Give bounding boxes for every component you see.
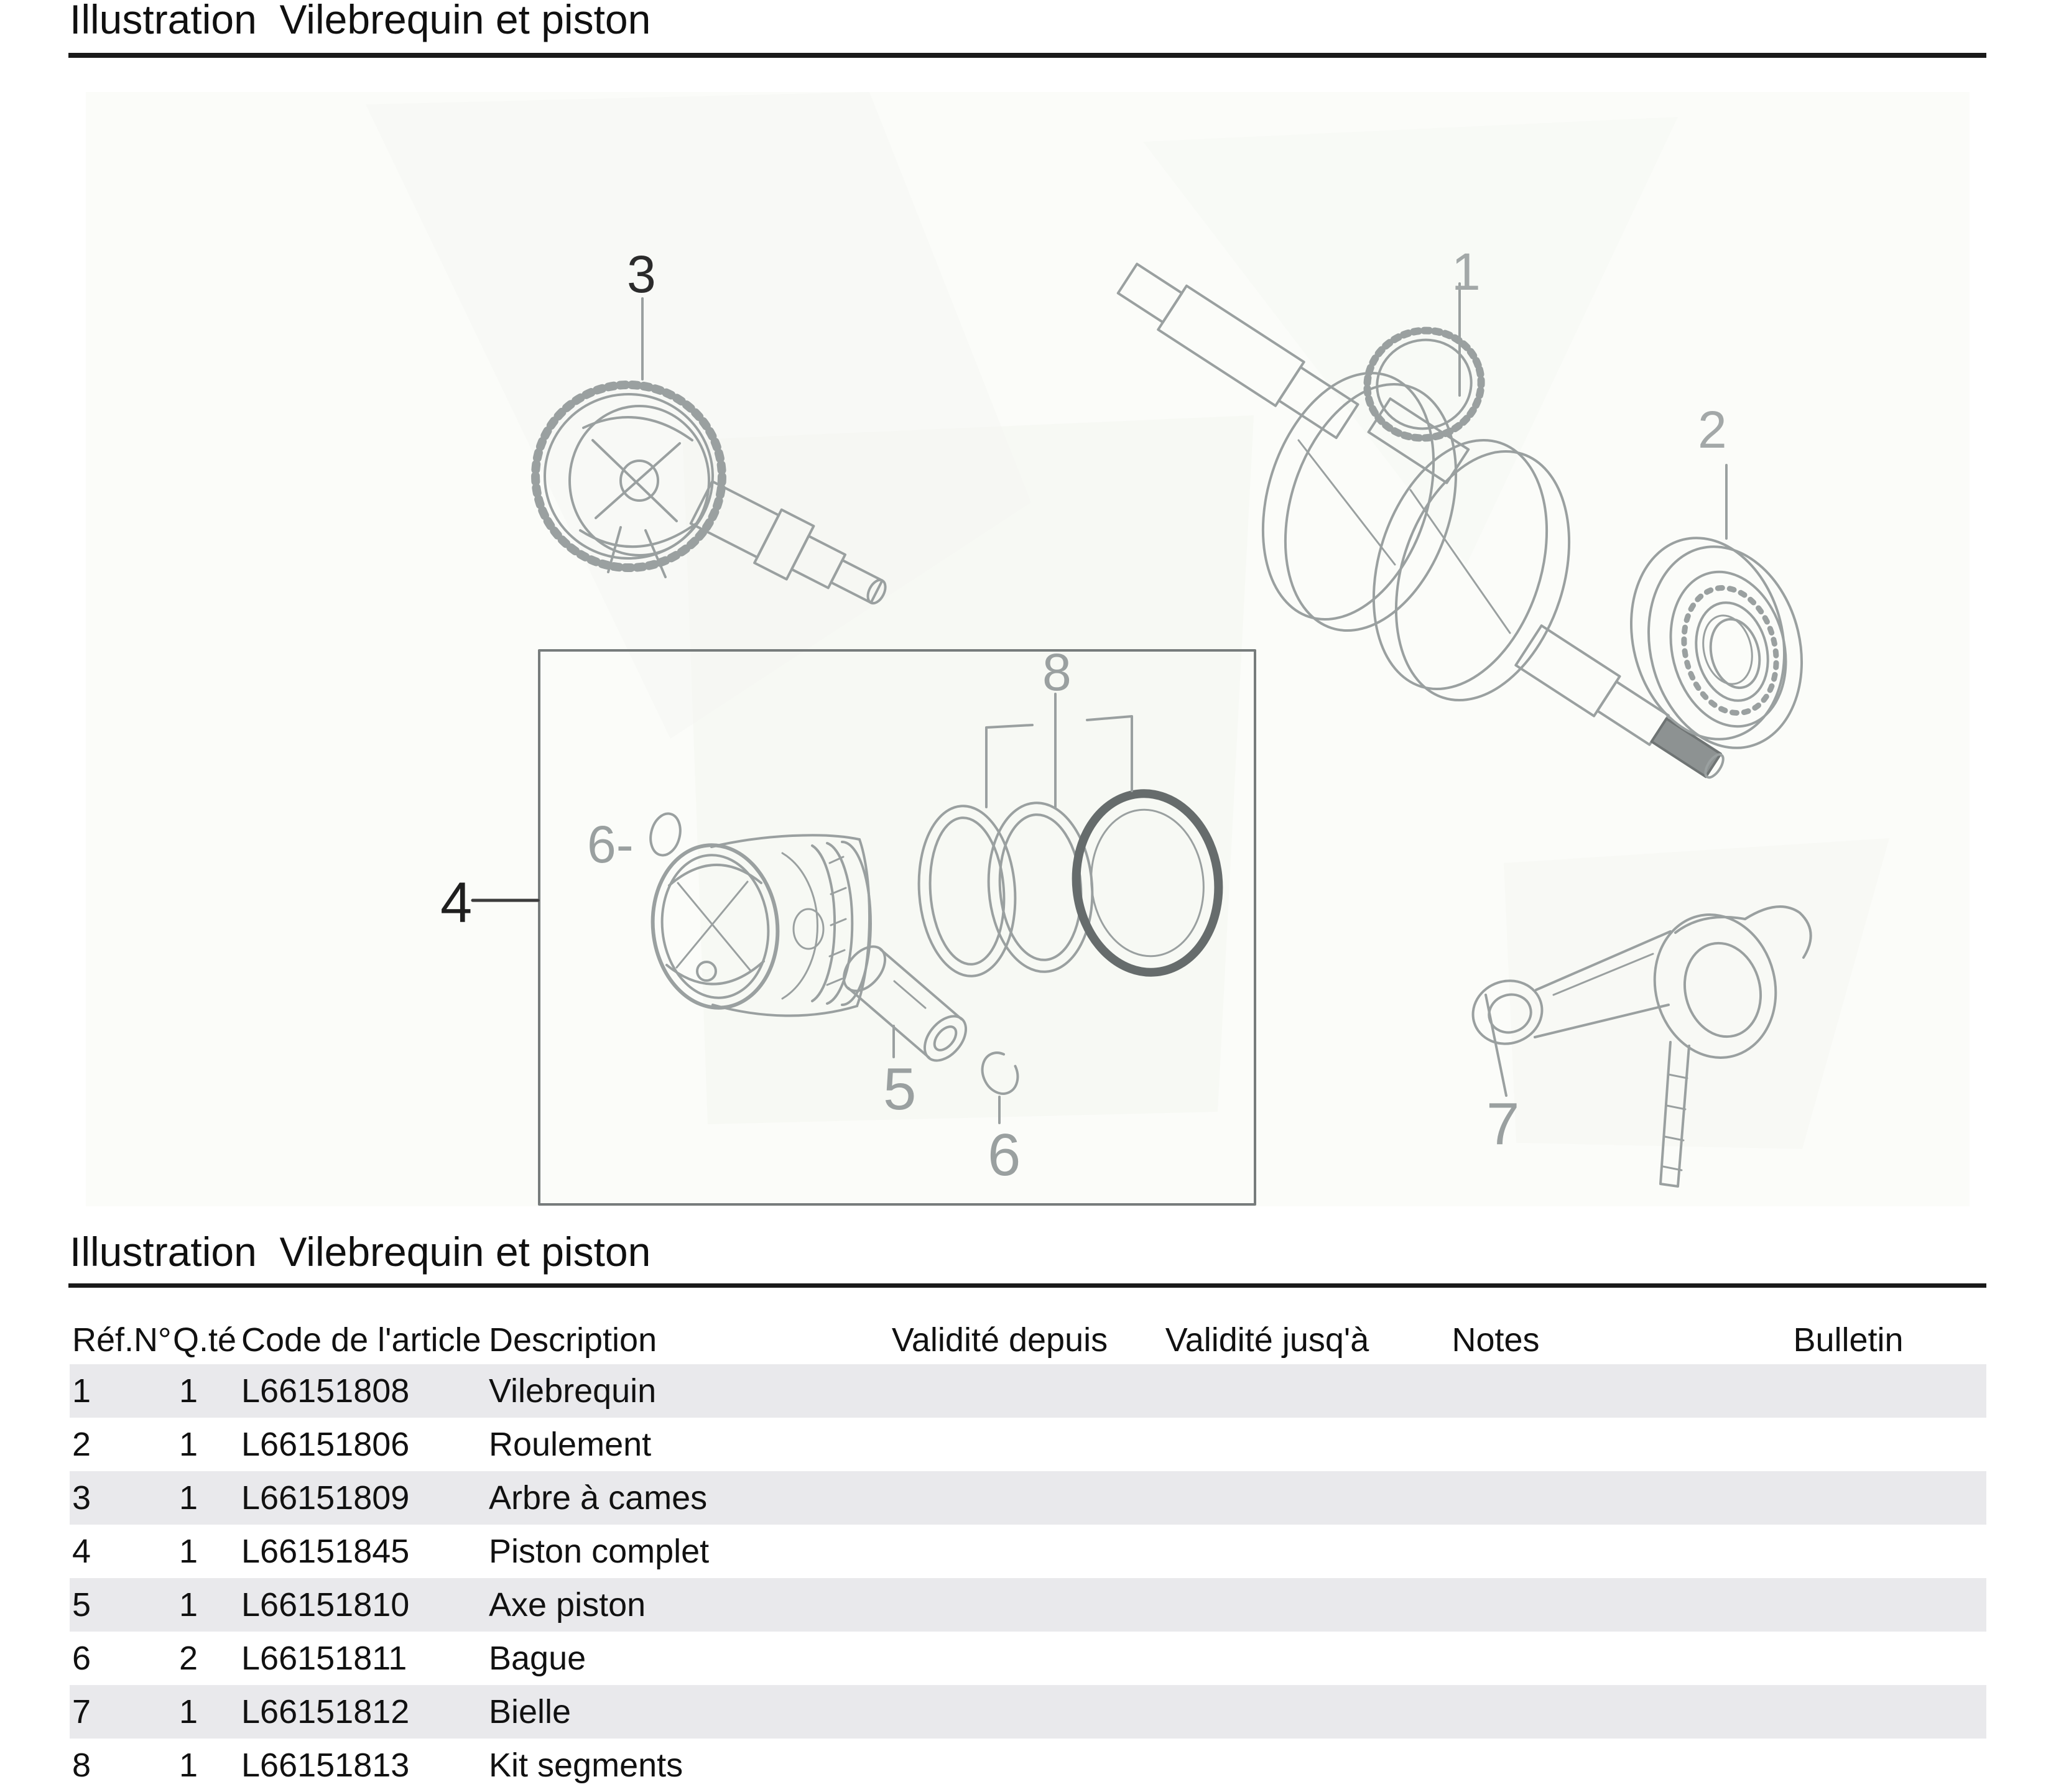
cell-vdep (871, 1418, 1129, 1471)
column-header-vdep: Validité depuis (891, 1321, 1108, 1359)
table-row[interactable] (70, 1471, 1986, 1525)
cell-vdep (871, 1364, 1129, 1418)
cell-vdep (871, 1578, 1129, 1632)
cell-bulletin (1611, 1471, 1986, 1525)
cell-ref: 3 (72, 1479, 91, 1517)
cell-ref: 8 (72, 1747, 91, 1784)
cell-code: L66151810 (241, 1586, 410, 1623)
cell-code: L66151811 (241, 1640, 407, 1677)
cell-desc: Axe piston (489, 1586, 646, 1623)
cell-notes (1405, 1685, 1611, 1739)
cell-bulletin (1611, 1685, 1986, 1739)
cell-code: L66151845 (241, 1533, 410, 1570)
cell-notes (1405, 1739, 1611, 1792)
parts-table (70, 1318, 1986, 1792)
cell-bulletin (1611, 1418, 1986, 1471)
page-title: Illustration Vilebrequin et piston (70, 0, 651, 42)
column-header-vjus: Validité jusq'à (1165, 1321, 1369, 1359)
cell-desc: Vilebrequin (489, 1372, 657, 1410)
cell-vjus (1129, 1418, 1405, 1471)
cell-qty: 1 (179, 1372, 198, 1410)
clip-position-oval (646, 810, 684, 858)
cell-bulletin (1611, 1739, 1986, 1792)
table-row[interactable] (70, 1525, 1986, 1578)
cell-ref: 2 (72, 1426, 91, 1463)
cell-vjus (1129, 1525, 1405, 1578)
leader-line-7 (1486, 995, 1506, 1096)
callout-7[interactable]: 7 (1486, 1091, 1520, 1157)
callout-5[interactable]: 5 (883, 1056, 917, 1122)
title-rule-top (68, 53, 1986, 58)
cell-vjus (1129, 1685, 1405, 1739)
cell-notes (1405, 1364, 1611, 1418)
column-header-qty: Q.té (173, 1321, 237, 1359)
column-header-ref: Réf.N° (72, 1321, 172, 1359)
title-rule-bottom (68, 1283, 1986, 1288)
cell-notes (1405, 1471, 1611, 1525)
callout-3[interactable]: 3 (627, 245, 656, 303)
cell-bulletin (1611, 1632, 1986, 1685)
cell-vjus (1129, 1578, 1405, 1632)
callout-6[interactable]: 6 (988, 1122, 1021, 1188)
callout-2[interactable]: 2 (1698, 400, 1727, 459)
callout-8[interactable]: 8 (1042, 643, 1072, 701)
cell-qty: 2 (179, 1640, 198, 1677)
cell-vjus (1129, 1364, 1405, 1418)
cell-code: L66151813 (241, 1747, 410, 1784)
cell-bulletin (1611, 1364, 1986, 1418)
column-header-code: Code de l'article (241, 1321, 481, 1359)
cell-vjus (1129, 1471, 1405, 1525)
cell-ref: 1 (72, 1372, 91, 1410)
cell-qty: 1 (179, 1533, 198, 1570)
cell-code: L66151806 (241, 1426, 410, 1463)
cell-bulletin (1611, 1578, 1986, 1632)
cell-bulletin (1611, 1525, 1986, 1578)
cell-ref: 7 (72, 1693, 91, 1730)
table-header (70, 1318, 1986, 1364)
cell-desc: Arbre à cames (489, 1479, 708, 1517)
cell-vdep (871, 1685, 1129, 1739)
column-header-bulletin: Bulletin (1793, 1321, 1904, 1359)
cell-vdep (871, 1739, 1129, 1792)
cell-desc: Roulement (489, 1426, 652, 1463)
cell-notes (1405, 1578, 1611, 1632)
cell-desc: Piston complet (489, 1533, 710, 1570)
cell-notes (1405, 1632, 1611, 1685)
callout-1[interactable]: 1 (1452, 242, 1481, 301)
cell-vdep (871, 1471, 1129, 1525)
table-body (70, 1364, 1986, 1792)
cell-code: L66151809 (241, 1479, 410, 1517)
cell-vdep (871, 1632, 1129, 1685)
column-header-desc: Description (489, 1321, 657, 1359)
table-row[interactable] (70, 1364, 1986, 1418)
exploded-view-drawing (86, 92, 1970, 1206)
bearing-drawing (1611, 465, 1822, 764)
cell-ref: 6 (72, 1640, 91, 1677)
table-row[interactable] (70, 1632, 1986, 1685)
callout-6-0-annotation: 6- (587, 815, 634, 874)
table-row[interactable] (70, 1685, 1986, 1739)
cell-desc: Bague (489, 1640, 586, 1677)
cell-vjus (1129, 1739, 1405, 1792)
cell-code: L66151808 (241, 1372, 410, 1410)
diagram-area (86, 92, 1970, 1206)
cell-qty: 1 (179, 1479, 198, 1517)
cell-desc: Bielle (489, 1693, 572, 1730)
cell-desc: Kit segments (489, 1747, 683, 1784)
cell-vdep (871, 1525, 1129, 1578)
watermark-shapes (366, 92, 1889, 1149)
cell-notes (1405, 1418, 1611, 1471)
column-header-notes: Notes (1452, 1321, 1540, 1359)
section-title: Illustration Vilebrequin et piston (70, 1229, 651, 1275)
table-row[interactable] (70, 1418, 1986, 1471)
table-row[interactable] (70, 1578, 1986, 1632)
cell-vjus (1129, 1632, 1405, 1685)
cell-ref: 5 (72, 1586, 91, 1623)
callout-4[interactable]: 4 (440, 871, 473, 935)
cell-qty: 1 (179, 1426, 198, 1463)
cell-qty: 1 (179, 1586, 198, 1623)
cell-qty: 1 (179, 1747, 198, 1784)
cell-notes (1405, 1525, 1611, 1578)
table-row[interactable] (70, 1739, 1986, 1792)
cell-qty: 1 (179, 1693, 198, 1730)
cell-code: L66151812 (241, 1693, 410, 1730)
cell-ref: 4 (72, 1533, 91, 1570)
